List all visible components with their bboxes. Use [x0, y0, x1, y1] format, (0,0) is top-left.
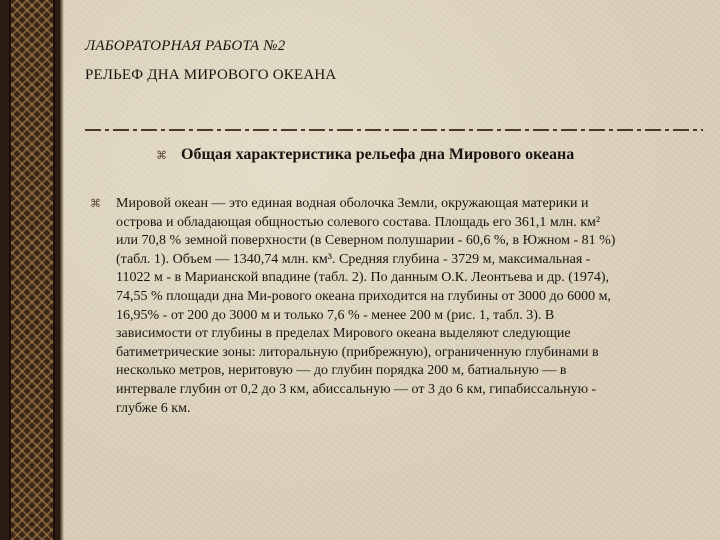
- binding-pattern: [9, 0, 55, 540]
- body-line: 74,55 % площади дна Ми-рового океана приходится на глубины от 3000 до 6000 м,: [116, 288, 611, 304]
- body-line: (табл. 1). Объем — 1340,74 млн. км³. Средняя глубина - 3729 м, максимальная -: [116, 251, 591, 267]
- body-line: глубже 6 км.: [116, 400, 191, 416]
- lab-title: ЛАБОРАТОРНАЯ РАБОТА №2: [85, 38, 286, 54]
- body-line: острова и обладающая общностью солевого состава. Площадь его 361,1 млн. км²: [116, 214, 601, 230]
- body-line: 11022 м - в Марианской впадине (табл. 2). По данным О.К. Леонтьева и др. (1974),: [116, 270, 610, 286]
- bullet-icon: ⌘: [90, 198, 101, 210]
- body-paragraph: [116, 195, 706, 418]
- body-line: Мировой океан — это единая водная оболочка Земли, окружающая материки и: [116, 196, 589, 211]
- body-line: батиметрические зоны: литоральную (прибрежную), ограниченную глубинами в: [116, 344, 599, 360]
- topic-title: РЕЛЬЕФ ДНА МИРОВОГО ОКЕАНА: [85, 67, 337, 83]
- body-line: интервале глубин от 0,2 до 3 км, абиссальную — от 3 до 6 км, гипабиссальную -: [116, 381, 597, 397]
- body-line: зависимости от глубины в пределах Мирового океана выделяют следующие: [116, 326, 571, 342]
- dashed-divider: [85, 129, 703, 131]
- binding-shadow: [60, 0, 64, 540]
- body-line: несколько метров, неритовую — до глубин порядка 200 м, батиальную — в: [116, 363, 567, 379]
- section-heading: Общая характеристика рельефа дна Мирового океана: [181, 146, 575, 163]
- body-line: или 70,8 % земной поверхности (в Северном полушарии - 60,6 %, в Южном - 81 %): [116, 233, 616, 249]
- body-line: 16,95% - от 200 до 3000 м и только 7,6 % - менее 200 м (рис. 1, табл. 3). В: [116, 307, 555, 323]
- leather-binding-strip: [0, 0, 60, 540]
- bullet-icon: ⌘: [156, 150, 167, 162]
